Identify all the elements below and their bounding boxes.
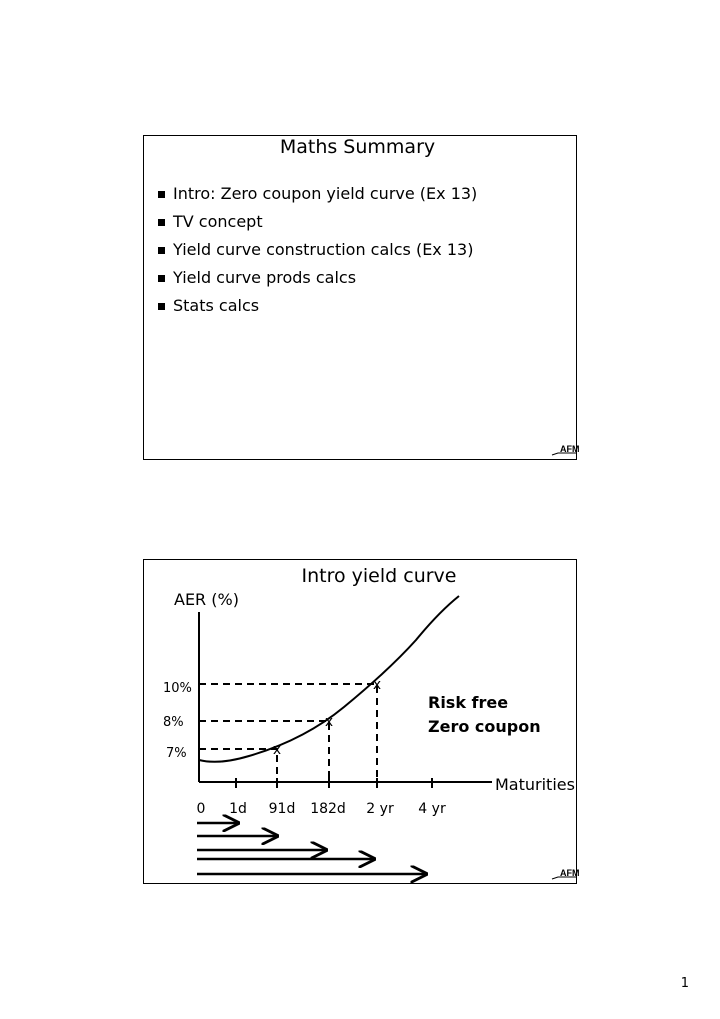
- bullet-item: Stats calcs: [158, 292, 477, 320]
- square-bullet-icon: [158, 191, 165, 198]
- afm-logo: [552, 441, 580, 459]
- x-axis-label: Maturities: [495, 775, 575, 794]
- x-label-2yr: 2 yr: [366, 801, 394, 817]
- y-label-10: 10%: [163, 681, 192, 696]
- slide-maths-summary: [143, 135, 580, 460]
- x-label-1d: 1d: [229, 801, 247, 817]
- annotation-zero-coupon: Zero coupon: [428, 717, 541, 736]
- afm-logo: [552, 865, 580, 883]
- x-label-4yr: 4 yr: [418, 801, 446, 817]
- square-bullet-icon: [158, 219, 165, 226]
- bullet-item: Intro: Zero coupon yield curve (Ex 13): [158, 180, 477, 208]
- slide-title: Intro yield curve: [301, 565, 457, 587]
- square-bullet-icon: [158, 275, 165, 282]
- x-label-91d: 91d: [268, 801, 296, 817]
- guide-10pct: [199, 684, 377, 782]
- svg-text:AFM: AFM: [560, 444, 580, 454]
- page-number: 1: [680, 976, 689, 991]
- square-bullet-icon: [158, 247, 165, 254]
- y-label-8: 8%: [163, 715, 184, 730]
- yield-curve-chart: [144, 560, 578, 885]
- bullet-item: Yield curve construction calcs (Ex 13): [158, 236, 477, 264]
- bullet-item: TV concept: [158, 208, 477, 236]
- bullet-list: [158, 180, 477, 320]
- annotation-risk-free: Risk free: [428, 693, 509, 712]
- svg-text:AFM: AFM: [560, 868, 580, 878]
- slide-intro-yield-curve: [143, 559, 580, 884]
- point-mark-91d: x: [272, 742, 282, 758]
- square-bullet-icon: [158, 303, 165, 310]
- y-label-7: 7%: [166, 746, 187, 761]
- x-label-0: 0: [196, 801, 206, 817]
- bullet-item: Yield curve prods calcs: [158, 264, 477, 292]
- guide-7pct: [199, 749, 277, 782]
- x-label-182d: 182d: [310, 801, 346, 817]
- point-mark-182d: x: [324, 714, 334, 730]
- point-mark-2yr: x: [372, 677, 382, 693]
- slide-title: Maths Summary: [279, 136, 436, 158]
- y-axis-label: AER (%): [174, 590, 239, 609]
